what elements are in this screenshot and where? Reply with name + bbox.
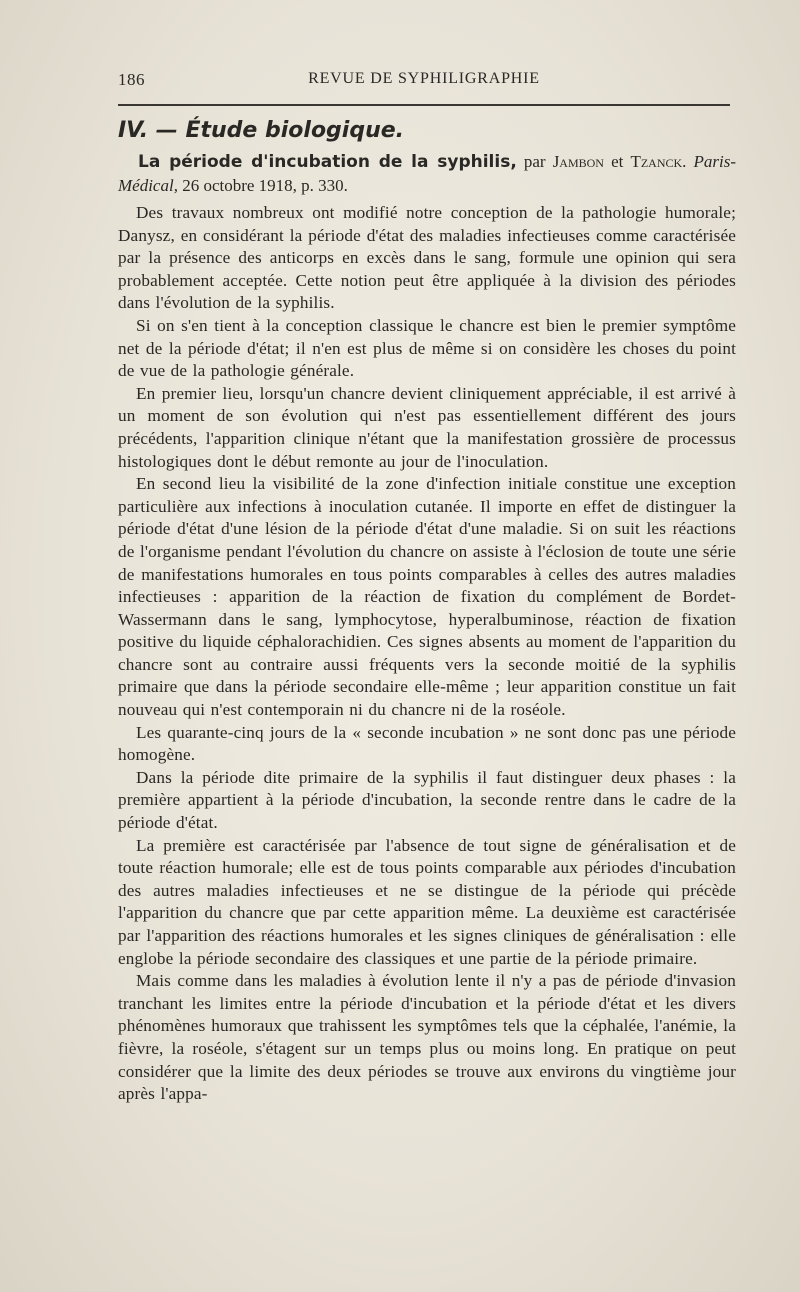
paragraph: Si on s'en tient à la conception classique le chancre est bien le premier symptôme net de la période d'état; il n'en est plus de même si on considère les choses du point de vue de la pathologie générale. <box>118 315 736 381</box>
page-number: 186 <box>118 70 145 89</box>
article-by: par <box>523 152 546 171</box>
running-head: REVUE DE SYPHILIGRAPHIE <box>308 70 540 87</box>
article-title: La période d'incubation de la syphilis, <box>138 152 517 172</box>
paragraph: En premier lieu, lorsqu'un chancre devient cliniquement appréciable, il est arrivé à un moment de son évolution qui n'est pas essentiellement différent des jours précédents, l'apparition clinique n'étant que la manifestation grossière de processus histologiques dont le début remonte au jour de l'inoculation. <box>118 383 736 471</box>
paragraph: Dans la période dite primaire de la syphilis il faut distinguer deux phases : la première appartient à la période d'incubation, la seconde rentre dans le cadre de la période d'état. <box>118 767 736 833</box>
article-author-2: Tzanck <box>630 152 683 171</box>
header-rule <box>118 104 730 106</box>
article-author-1: Jambon <box>552 152 604 171</box>
paragraph: La première est caractérisée par l'absence de tout signe de généralisation et de toute réaction humorale; elle est de tous points comparable aux périodes d'incubation des autres maladies infectieuses et ne se distingue de la période qui précède l'apparition du chancre que par cette apparition même. La deuxième est caractérisée par l'apparition des réactions humorales et les signes cliniques de généralisation : elle englobe la période secondaire des classiques et une partie de la période primaire. <box>118 835 736 968</box>
article-reference: La période d'incubation de la syphilis, par Jambon et Tzanck. Paris-Médical, 26 octobre 1918, p. 330. <box>118 152 737 195</box>
article-journal: Paris-Médical, <box>118 152 737 195</box>
paragraph: Les quarante-cinq jours de la « seconde incubation » ne sont donc pas une période homogène. <box>118 722 736 765</box>
article-citation: 26 octobre 1918, p. 330. <box>182 176 348 195</box>
page-header <box>118 70 730 92</box>
paragraph: Mais comme dans les maladies à évolution lente il n'y a pas de période d'invasion tranchant les limites entre la période d'incubation et la période d'état et les divers phénomènes humoraux que trahissent les symptômes tels que la céphalée, l'anémie, la fièvre, la roséole, s'étagent sur un temps plus ou moins long. En pratique on peut considérer que la limite des deux périodes se trouve aux environs du vingtième jour après l'appa- <box>118 971 736 1104</box>
section-heading: IV. — Étude biologique. <box>118 118 405 143</box>
paragraph: Des travaux nombreux ont modifié notre conception de la pathologie humorale; Danysz, en considérant la période d'état des maladies infectieuses comme caractérisée par la présence des anticorps en excès dans le sang, formule une opinion qui sera probablement acceptée. Cette notion peut être appliquée à la division des périodes dans l'évolution de la syphilis. <box>118 203 736 313</box>
article-and: et <box>611 152 624 171</box>
article-body <box>118 116 736 1106</box>
paragraph: En second lieu la visibilité de la zone d'infection initiale constitue une exception particulière aux infections à inoculation cutanée. Il importe en effet de distinguer la période d'état d'une lésion de la période d'état d'une maladie. Si on suit les réactions de l'organisme pendant l'évolution du chancre on assiste à l'éclosion de toute une série de manifestations humorales en tous points comparables à celles des autres maladies infectieuses : apparition de la réaction de fixation du complément de Bordet-Wassermann dans le sang, lymphocytose, hyperalbuminose, réaction de fixation positive du liquide céphalorachidien. Ces signes absents au moment de l'apparition du chancre sont au contraire aussi fréquents vers la seconde moitié de la syphilis primaire que dans la période secondaire elle-même ; leur apparition constitue un fait nouveau qui n'est contemporain ni du chancre ni de la roséole. <box>118 474 736 720</box>
